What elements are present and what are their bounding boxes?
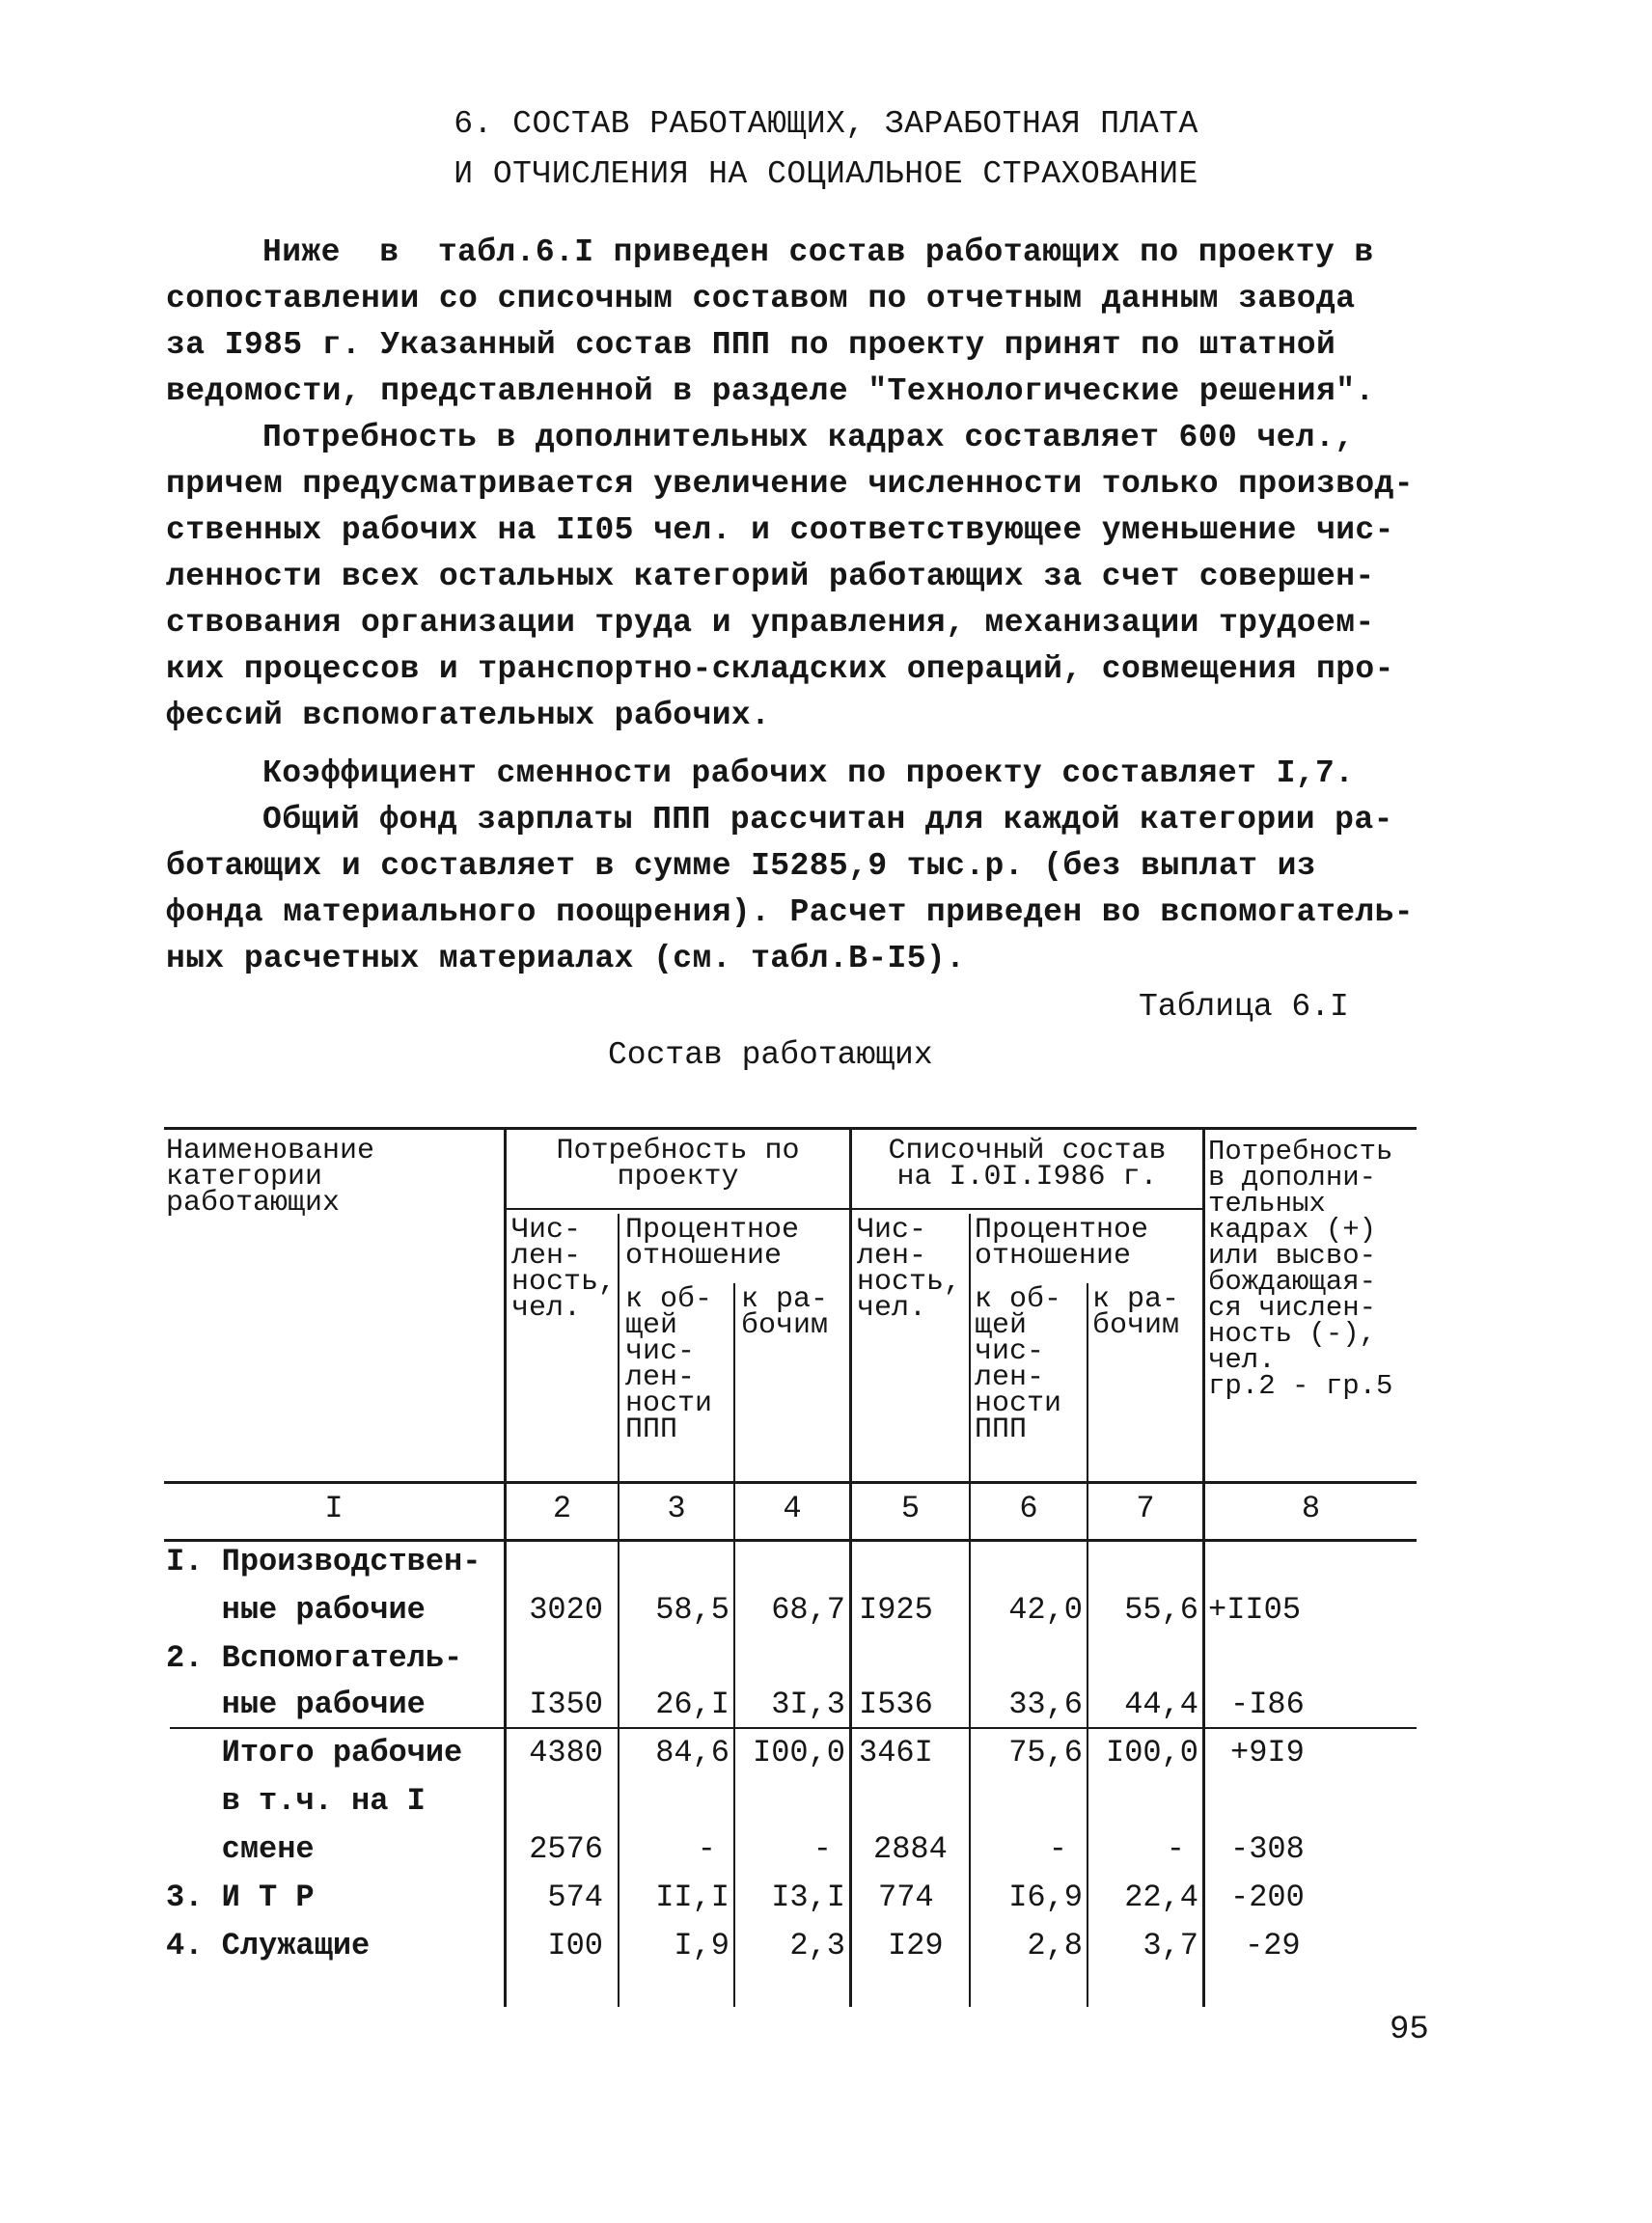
cell-value: I00,0 <box>752 1735 845 1770</box>
cell-value: 42,0 <box>1008 1592 1083 1628</box>
header-to-workers: к ра- бочим <box>741 1283 829 1342</box>
cell-value: 2,8 <box>1027 1928 1083 1963</box>
cell-value: -29 <box>1245 1928 1301 1963</box>
body-line: причем предусматривается увеличение численности только производ- <box>166 466 1415 502</box>
body-line: Коэффициент сменности рабочих по проекту составляет I,7. <box>262 755 1355 791</box>
cell-value: I536 <box>859 1687 933 1722</box>
cell-value: I00,0 <box>1105 1735 1198 1770</box>
cell-value: -I86 <box>1230 1687 1305 1722</box>
body-line: ботающих и составляет в сумме I5285,9 тыс.р. (без выплат из <box>166 848 1316 884</box>
cell-value: 58,5 <box>655 1592 730 1628</box>
column-number: 5 <box>900 1491 921 1526</box>
column-number: 4 <box>783 1491 802 1526</box>
cell-value: +II05 <box>1208 1592 1302 1628</box>
table-rule-top <box>164 1127 1417 1130</box>
cell-value: 3,7 <box>1143 1928 1198 1963</box>
row-label: ные рабочие <box>166 1592 426 1628</box>
row-label: 3. И Т Р <box>166 1880 315 1915</box>
body-line: ных расчетных материалах (см. табл.В-I5). <box>166 941 966 976</box>
cell-value: 346I <box>859 1735 933 1770</box>
row-label: 2. Вспомогатель- <box>166 1640 463 1676</box>
cell-value: I00 <box>547 1928 603 1963</box>
cell-value: I3,I <box>771 1880 845 1915</box>
body-line: сопоставлении со списочным составом по отчетным данным завода <box>166 281 1356 316</box>
cell-value: II,I <box>655 1880 730 1915</box>
row-label: в т.ч. на I <box>166 1783 426 1819</box>
cell-value: 68,7 <box>771 1592 845 1628</box>
section-heading-line-1: 6. СОСТАВ РАБОТАЮЩИХ, ЗАРАБОТНАЯ ПЛАТА <box>454 106 1198 142</box>
cell-value: +9I9 <box>1230 1735 1305 1770</box>
cell-value: I350 <box>529 1687 603 1722</box>
cell-value: -308 <box>1230 1831 1305 1867</box>
body-line: ведомости, представленной в разделе "Технологические решения". <box>166 373 1375 409</box>
cell-value: 2884 <box>873 1831 948 1867</box>
cell-value: 3I,3 <box>771 1687 845 1722</box>
table-col-divider <box>504 1127 507 2007</box>
cell-value: 3020 <box>529 1592 603 1628</box>
cell-value: 26,I <box>655 1687 730 1722</box>
table-title: Состав работающих <box>608 1037 933 1073</box>
cell-value: I29 <box>888 1928 944 1963</box>
table-rule-header-bottom <box>164 1481 1417 1484</box>
body-line: ствования организации труда и управления, механизации трудоем- <box>166 605 1375 641</box>
table-col-divider <box>1202 1127 1205 2007</box>
header-percent: Процентное отношение <box>625 1214 800 1273</box>
header-category: Наименование категории работающих <box>166 1135 375 1220</box>
cell-value: 2576 <box>529 1831 603 1867</box>
header-percent: Процентное отношение <box>975 1214 1149 1273</box>
cell-value: - <box>697 1831 716 1867</box>
header-to-total: к об- щей чис- лен- ности ППП <box>975 1283 1062 1446</box>
table-rule-subtotal <box>170 1727 1417 1729</box>
column-number: 2 <box>552 1491 572 1526</box>
cell-value: 574 <box>547 1880 603 1915</box>
header-need-project: Потребность по проекту <box>556 1135 800 1194</box>
row-label: смене <box>166 1831 315 1867</box>
cell-value: 33,6 <box>1008 1687 1083 1722</box>
table-rule-numbers-bottom <box>164 1539 1417 1542</box>
cell-value: 75,6 <box>1008 1735 1083 1770</box>
column-number: 7 <box>1136 1491 1155 1526</box>
table-col-divider <box>849 1127 852 2007</box>
body-line: Потребность в дополнительных кадрах составляет 600 чел., <box>262 420 1355 455</box>
body-line: Общий фонд зарплаты ППП рассчитан для каждой категории ра- <box>262 802 1393 837</box>
cell-value: 55,6 <box>1124 1592 1198 1628</box>
cell-value: 2,3 <box>789 1928 845 1963</box>
body-line: фонда материального поощрения). Расчет приведен во вспомогатель- <box>166 894 1415 930</box>
column-number: 3 <box>667 1491 686 1526</box>
table-caption: Таблица 6.I <box>1139 989 1349 1025</box>
column-number: I <box>324 1491 344 1526</box>
cell-value: - <box>1048 1831 1067 1867</box>
row-label: ные рабочие <box>166 1687 426 1722</box>
cell-value: -200 <box>1230 1880 1305 1915</box>
cell-value: I925 <box>859 1592 933 1628</box>
header-additional: Потребность в дополни- тельных кадрах (+) или высво- бождающая- ся числен- ность (-), чел. гр.2 - гр.5 <box>1208 1136 1393 1402</box>
header-list-staff: Списочный состав на I.0I.I986 г. <box>888 1135 1167 1194</box>
body-line: ственных рабочих на II05 чел. и соответствующее уменьшение чис- <box>166 512 1394 548</box>
header-to-workers: к ра- бочим <box>1092 1283 1180 1342</box>
header-count: Чис- лен- ность, чел. <box>511 1214 617 1325</box>
row-label: 4. Служащие <box>166 1928 371 1963</box>
section-heading-line-2: И ОТЧИСЛЕНИЯ НА СОЦИАЛЬНОЕ СТРАХОВАНИЕ <box>454 156 1198 192</box>
body-line: ленности всех остальных категорий работающих за счет совершен- <box>166 559 1375 594</box>
header-count: Чис- лен- ность, чел. <box>857 1214 962 1325</box>
cell-value: 22,4 <box>1124 1880 1198 1915</box>
page-number: 95 <box>1390 2012 1429 2048</box>
row-label: Итого рабочие <box>166 1735 463 1770</box>
body-line: за I985 г. Указанный состав ППП по проекту принят по штатной <box>166 327 1336 363</box>
table-subheader-rule <box>852 1208 1202 1210</box>
header-to-total: к об- щей чис- лен- ности ППП <box>625 1283 713 1446</box>
column-number: 6 <box>1019 1491 1038 1526</box>
cell-value: 4380 <box>529 1735 603 1770</box>
row-label: I. Производствен- <box>166 1544 482 1579</box>
cell-value: 44,4 <box>1124 1687 1198 1722</box>
cell-value: - <box>1166 1831 1185 1867</box>
table-subheader-rule <box>507 1208 849 1210</box>
body-line: Ниже в табл.6.I приведен состав работающих по проекту в <box>262 234 1374 270</box>
body-line: фессий вспомогательных рабочих. <box>166 698 771 733</box>
body-line: ких процессов и транспортно-складских операций, совмещения про- <box>166 651 1394 687</box>
cell-value: - <box>812 1831 832 1867</box>
cell-value: I,9 <box>674 1928 730 1963</box>
cell-value: 774 <box>878 1880 934 1915</box>
column-number: 8 <box>1301 1491 1321 1526</box>
cell-value: I6,9 <box>1008 1880 1083 1915</box>
cell-value: 84,6 <box>655 1735 730 1770</box>
